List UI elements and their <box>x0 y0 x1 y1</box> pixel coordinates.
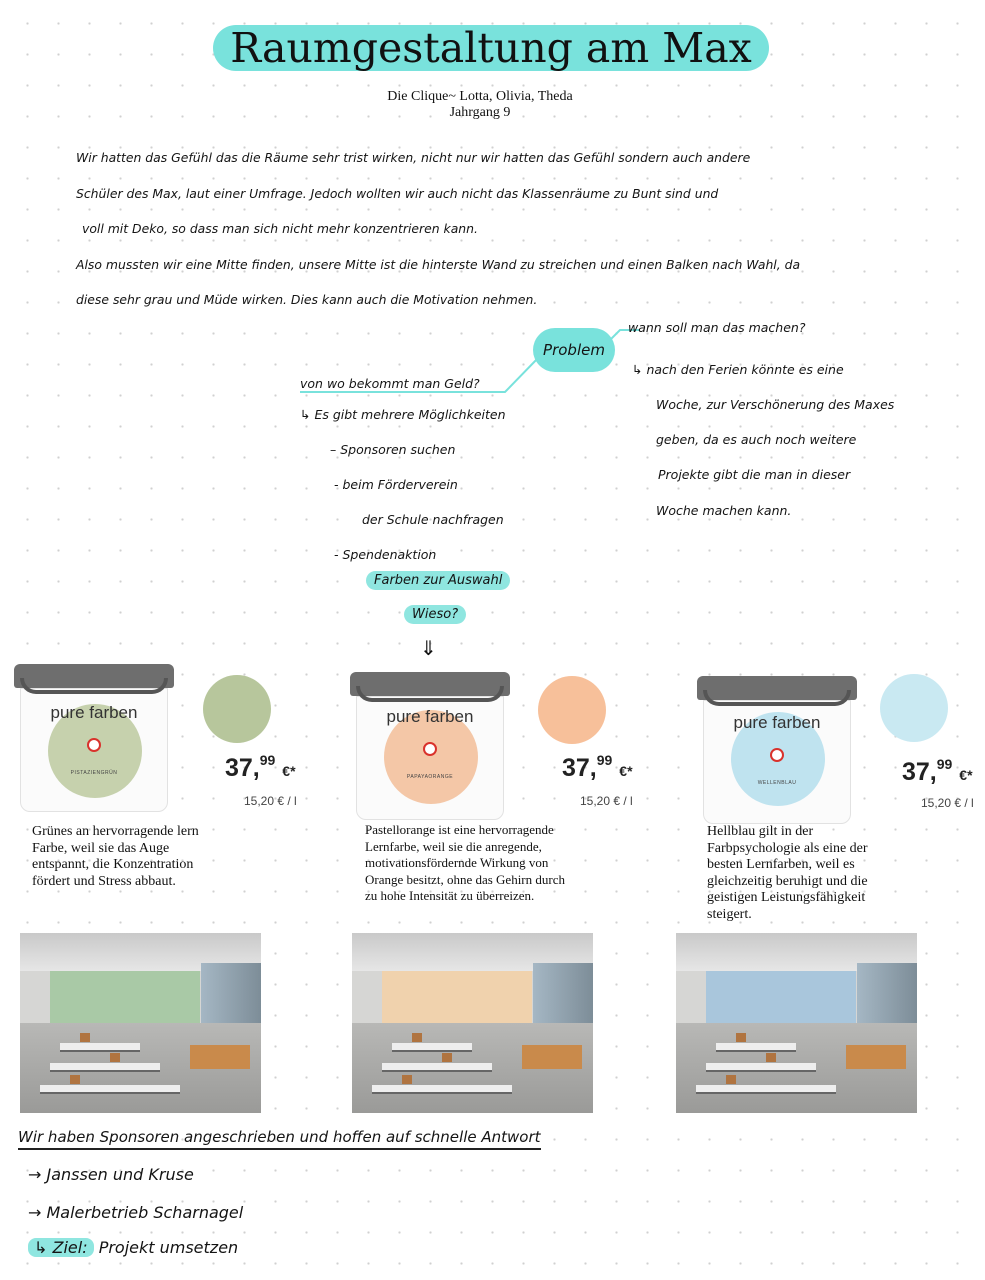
why-label <box>404 605 466 624</box>
intro-line: voll mit Deko, so dass man sich nicht mehr konzentrieren kann. <box>82 221 478 236</box>
bucket-handle <box>703 690 851 706</box>
price-currency: €* <box>619 763 633 779</box>
alpina-logo-icon <box>87 738 101 752</box>
room-photo-green <box>20 933 261 1113</box>
when-answer-line: geben, da es auch noch weitere <box>656 432 857 447</box>
when-question: wann soll man das machen? <box>628 320 806 335</box>
intro-line: Wir hatten das Gefühl das die Räume sehr trist wirken, nicht nur wir hatten das Gefühl sondern auch andere <box>76 150 751 165</box>
unit-price: 15,20 € / l <box>244 794 297 808</box>
color-description: Hellblau gilt in der Farbpsychologie als eine der besten Lernfarben, weil es gleichzeitig beruhigt und die geistigen Leistungsfähigkeit steigert. <box>707 824 868 922</box>
color-name: PAPAYAORANGE <box>406 774 454 780</box>
price-cents: 99 <box>596 752 613 768</box>
money-option: – Sponsoren suchen <box>330 442 456 457</box>
brand-name: pure farben <box>50 703 138 722</box>
goal-label-highlight <box>28 1238 94 1257</box>
money-option: - Spendenaktion <box>334 547 437 562</box>
when-answer-line: Projekte gibt die man in dieser <box>658 467 851 482</box>
paint-bucket-orange <box>350 672 510 820</box>
price <box>225 752 296 783</box>
color-description: Pastellorange ist eine hervorragende Lernfarbe, weil sie die anregende, motivationsfördernde Wirkung von Orange besitzt, ohne das Gehirn durch zu hohe Intensität zu überreizen. <box>365 822 565 903</box>
goal-label: Ziel: <box>52 1238 88 1257</box>
price-main: 37, <box>562 754 597 782</box>
money-option: - beim Förderverein <box>334 477 458 492</box>
goal-arrow-icon: ↳ <box>34 1238 48 1257</box>
price <box>902 756 973 787</box>
price-currency: €* <box>959 767 973 783</box>
unit-price: 15,20 € / l <box>921 796 974 810</box>
when-answer-line: Woche, zur Verschönerung des Maxes <box>656 397 895 412</box>
sponsor-item: → Janssen und Kruse <box>28 1165 194 1184</box>
brand-name: pure farben <box>733 713 821 732</box>
color-swatch <box>203 675 271 743</box>
color-swatch <box>538 676 606 744</box>
problem-bubble: Problem <box>533 328 615 372</box>
brand-name: pure farben <box>386 707 474 726</box>
page-title: Raumgestaltung am Max <box>230 24 752 72</box>
goal-line <box>28 1238 238 1257</box>
sponsor-item: → Malerbetrieb Scharnagel <box>28 1203 244 1222</box>
intro-paragraph <box>76 140 906 318</box>
alpina-logo-icon <box>770 748 784 762</box>
room-photo-orange <box>352 933 593 1113</box>
price <box>562 752 633 783</box>
bucket-handle <box>20 678 168 694</box>
price-main: 37, <box>225 754 260 782</box>
color-name: PISTAZIENGRÜN <box>70 770 118 776</box>
color-description: Grünes an hervorragende lern Farbe, weil sie das Auge entspannt, die Konzentration fördert und Stress abbaut. <box>32 824 199 889</box>
price-main: 37, <box>902 758 937 786</box>
intro-line: diese sehr grau und Müde wirken. Dies kann auch die Motivation nehmen. <box>76 292 538 307</box>
money-question: von wo bekommt man Geld? <box>300 376 480 391</box>
intro-line: Also mussten wir eine Mitte finden, unsere Mitte ist die hinterste Wand zu streichen und einen Balken nach Wahl, da <box>76 256 801 272</box>
price-cents: 99 <box>936 756 953 772</box>
sponsors-heading: Wir haben Sponsoren angeschrieben und hoffen auf schnelle Antwort <box>18 1128 541 1150</box>
group-line: Die Clique~ Lotta, Olivia, Theda <box>387 89 573 104</box>
down-arrow-icon: ⇓ <box>420 638 437 660</box>
colors-label-text: Farben zur Auswahl <box>366 571 510 590</box>
alpina-logo-icon <box>423 742 437 756</box>
bucket-handle <box>356 686 504 702</box>
paint-bucket-blue <box>697 676 857 824</box>
intro-line: Schüler des Max, laut einer Umfrage. Jedoch wollten wir auch nicht das Klassenräume zu Bunt sind und <box>76 185 719 201</box>
when-answer-line: ↳ nach den Ferien könnte es eine <box>632 362 844 377</box>
unit-price: 15,20 € / l <box>580 794 633 808</box>
price-cents: 99 <box>259 752 276 768</box>
color-name: WELLENBLAU <box>757 780 797 786</box>
price-currency: €* <box>282 763 296 779</box>
grade-line: Jahrgang 9 <box>449 105 511 120</box>
room-photo-blue <box>676 933 917 1113</box>
paint-bucket-green <box>14 664 174 812</box>
color-swatch <box>880 674 948 742</box>
goal-text: Projekt umsetzen <box>98 1238 239 1257</box>
colors-label <box>366 571 510 590</box>
money-answer: ↳ Es gibt mehrere Möglichkeiten <box>300 407 506 422</box>
when-answer-line: Woche machen kann. <box>656 503 792 518</box>
why-label-text: Wieso? <box>404 605 466 624</box>
money-option: der Schule nachfragen <box>362 512 504 527</box>
